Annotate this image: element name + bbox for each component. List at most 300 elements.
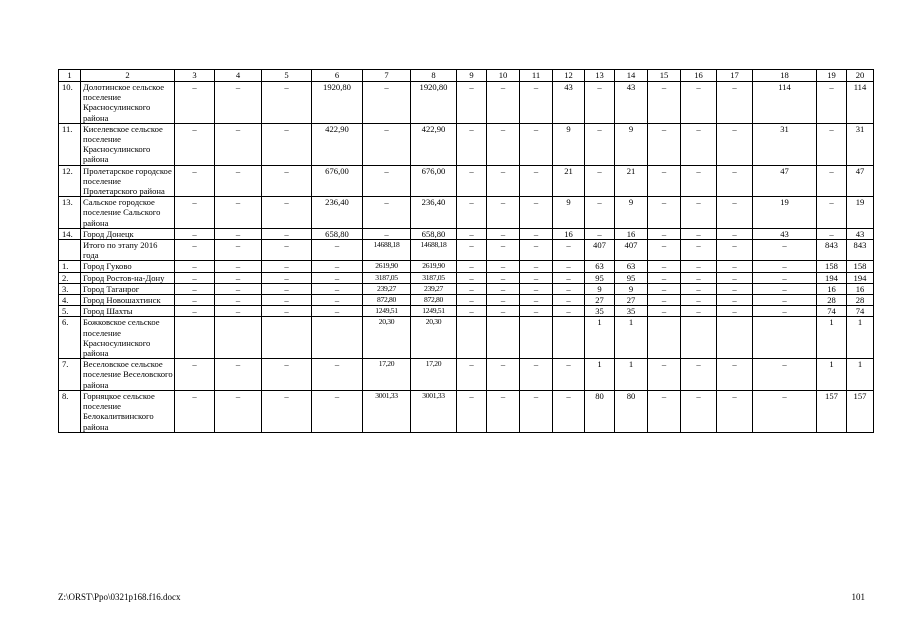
header-cell: 4 <box>215 70 262 82</box>
table-cell: – <box>262 295 312 306</box>
table-cell: 74 <box>817 306 847 317</box>
table-cell: 35 <box>585 306 615 317</box>
table-cell: 17,20 <box>411 359 457 391</box>
table-cell: 236,40 <box>312 197 363 229</box>
table-cell: 27 <box>615 295 648 306</box>
table-cell <box>753 317 817 359</box>
table-cell: 21 <box>553 165 585 197</box>
table-cell: – <box>457 165 487 197</box>
table-cell: – <box>648 283 681 294</box>
table-cell <box>457 317 487 359</box>
table-row <box>59 165 874 197</box>
table-cell: 16 <box>817 283 847 294</box>
table-cell: – <box>648 261 681 272</box>
table-row <box>59 228 874 239</box>
table-cell: – <box>175 295 215 306</box>
table-row <box>59 317 874 359</box>
header-cell: 8 <box>411 70 457 82</box>
table-cell: – <box>553 359 585 391</box>
table-cell: – <box>817 123 847 165</box>
table-cell: – <box>487 123 520 165</box>
table-cell: – <box>753 359 817 391</box>
table-cell: – <box>215 165 262 197</box>
table-cell: – <box>457 390 487 432</box>
table-cell: – <box>262 240 312 261</box>
table-cell: – <box>553 283 585 294</box>
table-cell: – <box>717 283 753 294</box>
table-cell: – <box>262 283 312 294</box>
row-number: 14. <box>59 228 81 239</box>
table-row <box>59 283 874 294</box>
table-cell: 20,30 <box>363 317 411 359</box>
table-cell: – <box>215 295 262 306</box>
header-cell: 2 <box>81 70 175 82</box>
table-cell: 74 <box>847 306 874 317</box>
row-name: Пролетарское городское поселение Пролетарского района <box>81 165 175 197</box>
table-body <box>59 82 874 433</box>
table-cell: – <box>457 359 487 391</box>
table-cell: 9 <box>553 123 585 165</box>
table-cell: – <box>585 165 615 197</box>
table-row <box>59 390 874 432</box>
table-cell: – <box>717 228 753 239</box>
table-cell: – <box>175 197 215 229</box>
table-cell: – <box>681 123 717 165</box>
header-cell: 14 <box>615 70 648 82</box>
table-cell: – <box>553 261 585 272</box>
row-name: Итого по этапу 2016 года <box>81 240 175 261</box>
table-cell: – <box>215 261 262 272</box>
table-cell: – <box>312 240 363 261</box>
table-cell: – <box>681 261 717 272</box>
table-cell: 114 <box>847 82 874 124</box>
table-cell: – <box>648 272 681 283</box>
table-cell: 2619,90 <box>363 261 411 272</box>
table-cell: – <box>648 82 681 124</box>
table-cell: 3187,05 <box>363 272 411 283</box>
table-cell: – <box>312 272 363 283</box>
header-cell: 17 <box>717 70 753 82</box>
table-cell: – <box>648 228 681 239</box>
table-cell: – <box>585 228 615 239</box>
table-cell <box>648 317 681 359</box>
row-name: Город Шахты <box>81 306 175 317</box>
table-cell: – <box>520 283 553 294</box>
table-cell: – <box>487 197 520 229</box>
table-cell: – <box>175 390 215 432</box>
table-cell: – <box>553 306 585 317</box>
table-cell: – <box>487 390 520 432</box>
table-cell <box>553 317 585 359</box>
table-cell: – <box>753 272 817 283</box>
table-cell: – <box>648 197 681 229</box>
table-cell: – <box>681 306 717 317</box>
row-number: 13. <box>59 197 81 229</box>
table-cell: – <box>457 197 487 229</box>
table-cell: – <box>215 390 262 432</box>
table-cell: – <box>817 228 847 239</box>
table-cell: 1 <box>847 359 874 391</box>
header-cell: 5 <box>262 70 312 82</box>
table-row <box>59 306 874 317</box>
table-cell: 14688,18 <box>363 240 411 261</box>
table-cell: – <box>457 295 487 306</box>
table-cell: 80 <box>615 390 648 432</box>
table-row <box>59 123 874 165</box>
table-cell: – <box>457 283 487 294</box>
row-number <box>59 240 81 261</box>
table-cell: 239,27 <box>363 283 411 294</box>
header-cell: 7 <box>363 70 411 82</box>
table-cell <box>175 317 215 359</box>
table-cell: – <box>717 165 753 197</box>
header-cell: 19 <box>817 70 847 82</box>
table-cell: – <box>487 165 520 197</box>
table-cell: – <box>520 306 553 317</box>
table-row <box>59 295 874 306</box>
table-cell: – <box>487 240 520 261</box>
table-cell: – <box>487 261 520 272</box>
table-cell: 407 <box>615 240 648 261</box>
table-cell: – <box>312 359 363 391</box>
table-cell: – <box>262 197 312 229</box>
table-cell: 43 <box>847 228 874 239</box>
table-cell: – <box>363 165 411 197</box>
row-name: Город Гуково <box>81 261 175 272</box>
table-cell: – <box>753 261 817 272</box>
table-cell: – <box>457 272 487 283</box>
table-cell: – <box>585 123 615 165</box>
table-row <box>59 240 874 261</box>
header-cell: 6 <box>312 70 363 82</box>
table-cell: 95 <box>585 272 615 283</box>
table-cell: 43 <box>553 82 585 124</box>
table-cell: – <box>681 165 717 197</box>
table-cell: 63 <box>615 261 648 272</box>
table-cell: 872,80 <box>363 295 411 306</box>
table-cell: 239,27 <box>411 283 457 294</box>
table-cell: 676,00 <box>312 165 363 197</box>
table-cell: – <box>717 359 753 391</box>
header-cell: 11 <box>520 70 553 82</box>
table-cell: 17,20 <box>363 359 411 391</box>
table-cell: 1 <box>817 317 847 359</box>
header-cell: 20 <box>847 70 874 82</box>
table-cell: 1 <box>847 317 874 359</box>
table-cell: – <box>457 261 487 272</box>
table-cell: – <box>215 240 262 261</box>
table-cell: 114 <box>753 82 817 124</box>
table-cell: – <box>717 197 753 229</box>
table-cell: – <box>520 82 553 124</box>
table-cell: – <box>487 228 520 239</box>
table-cell: – <box>312 261 363 272</box>
row-name: Божковское сельское поселение Красносулинского района <box>81 317 175 359</box>
table-cell: 9 <box>553 197 585 229</box>
table-cell: 1 <box>817 359 847 391</box>
table-row <box>59 197 874 229</box>
table-cell: 1920,80 <box>312 82 363 124</box>
row-name: Долотинское сельское поселение Красносулинского района <box>81 82 175 124</box>
table-cell <box>717 317 753 359</box>
table-cell: 236,40 <box>411 197 457 229</box>
table-cell: – <box>262 390 312 432</box>
table-cell: 19 <box>847 197 874 229</box>
table-cell: – <box>175 82 215 124</box>
table-cell: – <box>681 359 717 391</box>
table-cell: – <box>520 390 553 432</box>
table-cell: 658,80 <box>411 228 457 239</box>
table-header <box>59 70 874 82</box>
header-cell: 12 <box>553 70 585 82</box>
table-cell: – <box>717 306 753 317</box>
table-cell: – <box>553 240 585 261</box>
row-number: 7. <box>59 359 81 391</box>
table-row <box>59 359 874 391</box>
table-cell: – <box>215 123 262 165</box>
table-cell: – <box>312 306 363 317</box>
table-cell: – <box>487 82 520 124</box>
header-row <box>59 70 874 82</box>
header-cell: 1 <box>59 70 81 82</box>
table-cell: – <box>487 283 520 294</box>
table-cell: 843 <box>847 240 874 261</box>
table-cell: – <box>681 272 717 283</box>
table-cell: 843 <box>817 240 847 261</box>
table-cell: – <box>648 240 681 261</box>
table-cell: – <box>262 306 312 317</box>
table-row <box>59 261 874 272</box>
table-cell: 1 <box>585 317 615 359</box>
table-cell: 1 <box>615 359 648 391</box>
row-number: 10. <box>59 82 81 124</box>
table-cell: 35 <box>615 306 648 317</box>
table-cell: 63 <box>585 261 615 272</box>
table-cell: – <box>553 390 585 432</box>
table-cell: 1 <box>615 317 648 359</box>
table-cell: 31 <box>847 123 874 165</box>
table-cell: – <box>681 82 717 124</box>
table-cell: – <box>262 165 312 197</box>
table-cell: 43 <box>615 82 648 124</box>
table-cell <box>520 317 553 359</box>
header-cell: 18 <box>753 70 817 82</box>
table-cell: 80 <box>585 390 615 432</box>
table-cell: 676,00 <box>411 165 457 197</box>
table-cell: – <box>175 283 215 294</box>
row-number: 8. <box>59 390 81 432</box>
table-cell: 422,90 <box>411 123 457 165</box>
table-cell: – <box>215 82 262 124</box>
table-cell: – <box>312 390 363 432</box>
table-cell: – <box>215 272 262 283</box>
table-cell: – <box>753 390 817 432</box>
table-cell: 3001,33 <box>411 390 457 432</box>
table-cell: 43 <box>753 228 817 239</box>
table-cell: – <box>363 123 411 165</box>
table-cell: – <box>717 272 753 283</box>
table-cell: – <box>262 82 312 124</box>
table-cell: 158 <box>847 261 874 272</box>
table-cell: 3187,05 <box>411 272 457 283</box>
table-cell: – <box>717 82 753 124</box>
table-cell: – <box>681 283 717 294</box>
table-cell: – <box>262 228 312 239</box>
table-cell: 2619,90 <box>411 261 457 272</box>
table-cell: – <box>175 228 215 239</box>
table-cell: – <box>553 295 585 306</box>
table-cell: – <box>648 165 681 197</box>
table-cell: – <box>753 240 817 261</box>
table-cell <box>681 317 717 359</box>
table-cell: 31 <box>753 123 817 165</box>
table-cell: – <box>585 197 615 229</box>
table-row <box>59 82 874 124</box>
table-cell: – <box>520 197 553 229</box>
table-cell: 1249,51 <box>411 306 457 317</box>
table-cell: – <box>215 359 262 391</box>
document-table <box>58 69 874 433</box>
table-cell: 27 <box>585 295 615 306</box>
table-cell: – <box>520 165 553 197</box>
row-number: 3. <box>59 283 81 294</box>
header-cell: 3 <box>175 70 215 82</box>
table-cell: – <box>520 261 553 272</box>
row-number: 1. <box>59 261 81 272</box>
table-cell: – <box>262 359 312 391</box>
table-cell: – <box>457 228 487 239</box>
table-cell: – <box>487 272 520 283</box>
footer-file-path: Z:\ORST\Ppo\0321p168.f16.docx <box>58 592 181 602</box>
table-cell: 47 <box>847 165 874 197</box>
table-cell: 1249,51 <box>363 306 411 317</box>
table-cell: – <box>262 272 312 283</box>
table-cell: – <box>487 295 520 306</box>
table-cell: – <box>817 82 847 124</box>
table-cell: – <box>363 197 411 229</box>
table-cell: – <box>520 359 553 391</box>
table-cell: 19 <box>753 197 817 229</box>
table-cell: – <box>717 261 753 272</box>
table-cell: – <box>585 82 615 124</box>
table-cell: – <box>520 295 553 306</box>
table-cell: – <box>681 240 717 261</box>
table-cell: 9 <box>615 197 648 229</box>
table-cell: – <box>648 306 681 317</box>
table-cell: – <box>520 240 553 261</box>
table-cell: – <box>717 123 753 165</box>
table-row <box>59 272 874 283</box>
table-cell: – <box>457 123 487 165</box>
table-cell: – <box>457 82 487 124</box>
header-cell: 15 <box>648 70 681 82</box>
row-number: 12. <box>59 165 81 197</box>
row-number: 5. <box>59 306 81 317</box>
table-cell: – <box>681 390 717 432</box>
row-number: 11. <box>59 123 81 165</box>
table-cell: – <box>817 197 847 229</box>
table-cell: 158 <box>817 261 847 272</box>
table-cell: 658,80 <box>312 228 363 239</box>
table-cell: 157 <box>847 390 874 432</box>
table-cell: 16 <box>615 228 648 239</box>
table-cell: – <box>520 228 553 239</box>
table-cell: – <box>648 295 681 306</box>
table-cell: 21 <box>615 165 648 197</box>
table-cell: – <box>457 306 487 317</box>
table-cell: – <box>487 359 520 391</box>
row-name: Сальское городское поселение Сальского района <box>81 197 175 229</box>
table-cell: – <box>753 306 817 317</box>
footer-page-number: 101 <box>851 592 865 602</box>
table-cell: 28 <box>817 295 847 306</box>
table-cell: – <box>681 228 717 239</box>
table-cell: 14688,18 <box>411 240 457 261</box>
table-cell: – <box>520 123 553 165</box>
row-name: Город Донецк <box>81 228 175 239</box>
table-cell: – <box>553 272 585 283</box>
table-cell: – <box>312 295 363 306</box>
table-cell: 3001,33 <box>363 390 411 432</box>
row-number: 4. <box>59 295 81 306</box>
table-cell: – <box>175 359 215 391</box>
header-cell: 13 <box>585 70 615 82</box>
table-cell: 9 <box>585 283 615 294</box>
table-cell: – <box>262 261 312 272</box>
row-name: Город Новошахтинск <box>81 295 175 306</box>
table-cell: 1 <box>585 359 615 391</box>
row-name: Веселовское сельское поселение Веселовского района <box>81 359 175 391</box>
table-cell: – <box>681 197 717 229</box>
table-cell: – <box>175 306 215 317</box>
table-cell: – <box>215 228 262 239</box>
table-cell: – <box>215 283 262 294</box>
table-cell: – <box>175 272 215 283</box>
table-cell <box>262 317 312 359</box>
table-cell: 422,90 <box>312 123 363 165</box>
table-cell: – <box>175 123 215 165</box>
table-cell: 407 <box>585 240 615 261</box>
table-cell: 47 <box>753 165 817 197</box>
table-cell <box>215 317 262 359</box>
row-number: 6. <box>59 317 81 359</box>
table-cell: – <box>817 165 847 197</box>
table-cell <box>312 317 363 359</box>
table-cell: 95 <box>615 272 648 283</box>
table-cell: – <box>717 390 753 432</box>
table-cell: – <box>520 272 553 283</box>
row-name: Горняцкое сельское поселение Белокалитвинского района <box>81 390 175 432</box>
table-cell: 16 <box>847 283 874 294</box>
table-cell: 20,30 <box>411 317 457 359</box>
table-cell: 9 <box>615 123 648 165</box>
table-cell: – <box>215 306 262 317</box>
table-cell <box>487 317 520 359</box>
table-cell: 16 <box>553 228 585 239</box>
row-name: Город Ростов-на-Дону <box>81 272 175 283</box>
table-cell: – <box>215 197 262 229</box>
table-cell: – <box>363 228 411 239</box>
table-cell: 157 <box>817 390 847 432</box>
row-number: 2. <box>59 272 81 283</box>
table-cell: – <box>175 261 215 272</box>
table-cell: – <box>753 283 817 294</box>
table-cell: 9 <box>615 283 648 294</box>
table-cell: – <box>175 165 215 197</box>
table-cell: – <box>681 295 717 306</box>
table-cell: – <box>363 82 411 124</box>
header-cell: 16 <box>681 70 717 82</box>
